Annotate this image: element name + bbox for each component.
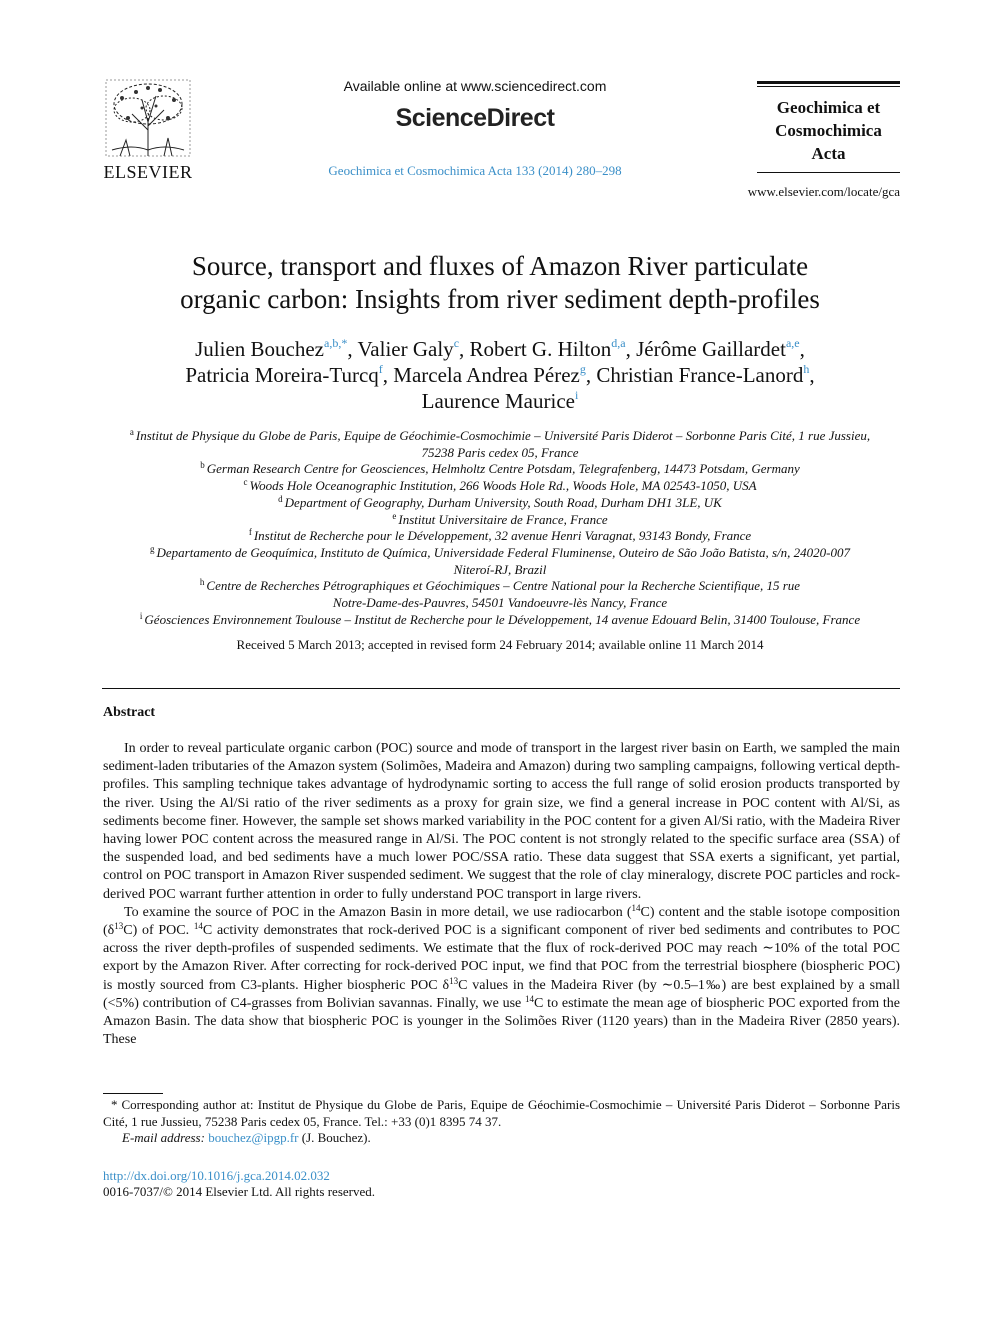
affiliation-key: e [392, 510, 397, 521]
affiliation-item [100, 461, 900, 478]
affiliation-text: German Research Centre for Geosciences, Helmholtz Centre Potsdam, Telegrafenberg, 14473 Potsdam, Germany [206, 461, 800, 477]
affiliation-text: Institut Universitaire de France, France [398, 511, 608, 527]
affiliation-text: Institut de Recherche pour le Développement, 32 avenue Henri Varagnat, 93143 Bondy, France [253, 528, 752, 544]
author-line [100, 362, 900, 388]
abstract-paragraph [103, 904, 900, 1050]
author-affiliation-link[interactable]: i [574, 388, 579, 402]
affiliation-item [100, 528, 900, 545]
author-affiliation-link[interactable]: f [378, 362, 383, 376]
author-separator: , [585, 363, 597, 387]
affiliation-key: a [129, 427, 134, 437]
author-name: Marcela Andrea Pérez [393, 363, 580, 387]
author-affiliation-link[interactable]: a,e [785, 336, 800, 350]
author-separator: , [799, 337, 805, 361]
affiliation-item [100, 495, 900, 512]
affiliation-text: Institut de Physique du Globe de Paris, Equipe de Géochimie-Cosmochimie – Université Paris Diderot – Sorbonne Paris Cité, 1 rue Jussieu, [135, 428, 871, 443]
abstract-text: C) of POC. [123, 923, 194, 939]
doi-link[interactable]: http://dx.doi.org/10.1016/j.gca.2014.02.032 [103, 1168, 330, 1183]
affiliation-item [100, 612, 900, 629]
author-name: Julien Bouchez [195, 337, 325, 361]
author-affiliation-link[interactable]: g [579, 362, 586, 376]
affiliation-list [100, 428, 900, 628]
affiliation-item [100, 478, 900, 495]
superscript: 13 [449, 975, 459, 986]
journal-title-rule-bottom [757, 172, 900, 173]
abstract-heading: Abstract [103, 705, 156, 720]
journal-title [757, 96, 900, 165]
email-label: E-mail address: [122, 1130, 205, 1145]
affiliation-key: g [150, 543, 155, 554]
journal-url[interactable]: www.elsevier.com/locate/gca [747, 184, 900, 199]
journal-title-rule-top [757, 81, 900, 84]
affiliation-item [100, 428, 900, 461]
footnote-text: Corresponding author at: Institut de Physique du Globe de Paris, Equipe de Géochimie-Cosmochimie – Université Paris Diderot – Sorbonne Paris Cité, 1 rue Jussieu, 75238 Paris cedex 05, France. Tel.: +33 (0)1 8395 74 37. [103, 1097, 900, 1129]
abstract-text: C activity demonstrates that rock-derived POC is a significant component of river bed sediments and contributes to POC across the river depth-profiles of suspended sediments. We estimate that the flux of rock-derived POC may reach ∼10% of the total POC export by the Amazon River. After correcting for rock-derived POC input, we find that POC from the terrestrial biosphere (biospheric POC) is mostly sourced from C3-plants. Higher biospheric POC δ [103, 923, 900, 993]
affiliation-text: Woods Hole Oceanographic Institution, 266 Woods Hole Rd., Woods Hole, MA 02543-1050, USA [249, 478, 757, 494]
affiliation-text: Centre de Recherches Pétrographiques et Géochimiques – Centre National pour la Recherche Scientifique, 15 rue [206, 578, 801, 594]
affiliation-key: c [243, 477, 248, 488]
superscript: 13 [114, 921, 124, 932]
abstract-text: C to estimate the mean age of biospheric POC exported from the Amazon Basin. The data show that biospheric POC is younger in the Solimões River (1120 years) than in the Madeira River (2850 years). These [103, 995, 900, 1048]
superscript: 14 [193, 921, 203, 932]
journal-citation-link[interactable]: Geochimica et Cosmochimica Acta 133 (2014) 280–298 [328, 163, 622, 178]
author-affiliation-link[interactable]: c [453, 336, 460, 350]
abstract-body [103, 740, 900, 1049]
abstract-text: C) content and the stable isotope composition (δ [103, 904, 901, 939]
affiliation-key: f [248, 527, 252, 538]
author-name: Valier Galy [357, 337, 454, 361]
affiliation-text: Géosciences Environnement Toulouse – Institut de Recherche pour le Développement, 14 avenue Edouard Belin, 31400 Toulouse, France [144, 611, 861, 627]
author-list [100, 336, 900, 414]
paper-title-line: Source, transport and fluxes of Amazon River particulate [191, 251, 809, 281]
elsevier-logo [100, 78, 196, 184]
abstract-paragraph: In order to reveal particulate organic carbon (POC) source and mode of transport in the largest river basin on Earth, we sampled the main sediment-laden tributaries of the Amazon system (Solimões, Madeira and Amazon) during two sampling campaigns, following vertical depth-profiles. This sampling technique takes advantage of hydrodynamic sorting to access the full range of solid erosion products transported by the river. Using the Al/Si ratio of the river sediments as a proxy for grain size, we find a general increase in POC content with Al/Si, as sediments become finer. However, the sample set shows marked variability in the POC content for a given Al/Si ratio, with the Madeira River having lower POC content across the measured range in Al/Si. The POC content is not strongly related to the specific surface area (SSA) of the suspended load, and bed sediments have a much lower POC/SSA ratio. These data suggest that SSA exerts a significant, yet partial, control on POC transport in Amazon River suspended sediment. We suggest that the role of clay mineralogy, discrete POC particles and rock-derived POC warrant further attention in order to fully understand POC transport in large rivers. [103, 741, 900, 902]
paper-title [100, 250, 900, 316]
author-affiliation-link[interactable]: h [803, 362, 810, 376]
affiliation-item [100, 578, 900, 611]
corresponding-author-footnote [103, 1097, 900, 1130]
abstract-text: C values in the Madeira River (by ∼0.5–1‰) are best explained by a small (<5%) contribution of C4-grasses from Bolivian savannas. Finally, we use [103, 977, 900, 1011]
author-name: Christian France-Lanord [596, 363, 804, 387]
author-affiliation-link[interactable]: a,b,* [324, 336, 348, 350]
journal-title-rule-top-thin [757, 86, 900, 87]
publisher-name: ELSEVIER [103, 162, 193, 182]
author-separator: , [459, 337, 470, 361]
affiliation-text: Department of Geography, Durham University, South Road, Durham DH1 3LE, UK [284, 494, 722, 510]
section-divider [102, 688, 900, 689]
journal-title-line: Geochimica et [776, 98, 881, 117]
sciencedirect-logo: ScienceDirect [395, 104, 555, 132]
affiliation-key: h [199, 577, 205, 588]
affiliation-item [100, 545, 900, 578]
author-name: Jérôme Gaillardet [636, 337, 786, 361]
author-separator: , [809, 363, 815, 387]
affiliation-item [100, 512, 900, 529]
author-name: Patricia Moreira-Turcq [185, 363, 379, 387]
paper-title-line: organic carbon: Insights from river sediment depth-profiles [180, 284, 820, 314]
affiliation-key: i [139, 610, 143, 621]
journal-title-line: Acta [811, 144, 846, 163]
affiliation-text: 75238 Paris cedex 05, France [421, 444, 579, 460]
abstract-text: To examine the source of POC in the Amazon Basin in more detail, we use radiocarbon ( [124, 904, 632, 920]
footnote-divider [103, 1093, 163, 1094]
superscript: 14 [525, 993, 535, 1004]
superscript: 14 [631, 902, 641, 913]
author-separator: , [347, 337, 358, 361]
author-separator: , [382, 363, 394, 387]
author-affiliation-link[interactable]: d,a [611, 336, 626, 350]
author-name: Robert G. Hilton [469, 337, 612, 361]
email-suffix: (J. Bouchez). [301, 1130, 371, 1145]
available-online-text: Available online at www.sciencedirect.com [343, 78, 607, 94]
journal-title-line: Cosmochimica [775, 121, 882, 140]
author-separator: , [625, 337, 637, 361]
author-line [100, 336, 900, 362]
email-line [122, 1130, 371, 1146]
copyright-notice: 0016-7037/© 2014 Elsevier Ltd. All rights reserved. [103, 1184, 375, 1199]
author-name: Laurence Maurice [421, 389, 575, 413]
affiliation-text: Niteroí-RJ, Brazil [453, 561, 547, 577]
author-line [100, 388, 900, 414]
affiliation-key: d [278, 493, 283, 504]
elsevier-tree-icon [102, 78, 194, 160]
affiliation-text: Departamento de Geoquímica, Instituto de Química, Universidade Federal Fluminense, Outeiro de São João Batista, s/n, 24020-007 [156, 544, 850, 560]
affiliation-key: b [200, 460, 205, 471]
email-link[interactable]: bouchez@ipgp.fr [208, 1130, 299, 1145]
received-dates: Received 5 March 2013; accepted in revised form 24 February 2014; available online 11 March 2014 [236, 637, 764, 652]
affiliation-text: Notre-Dame-des-Pauvres, 54501 Vandoeuvre-lès Nancy, France [332, 595, 668, 611]
footnote-marker: * [111, 1097, 118, 1112]
